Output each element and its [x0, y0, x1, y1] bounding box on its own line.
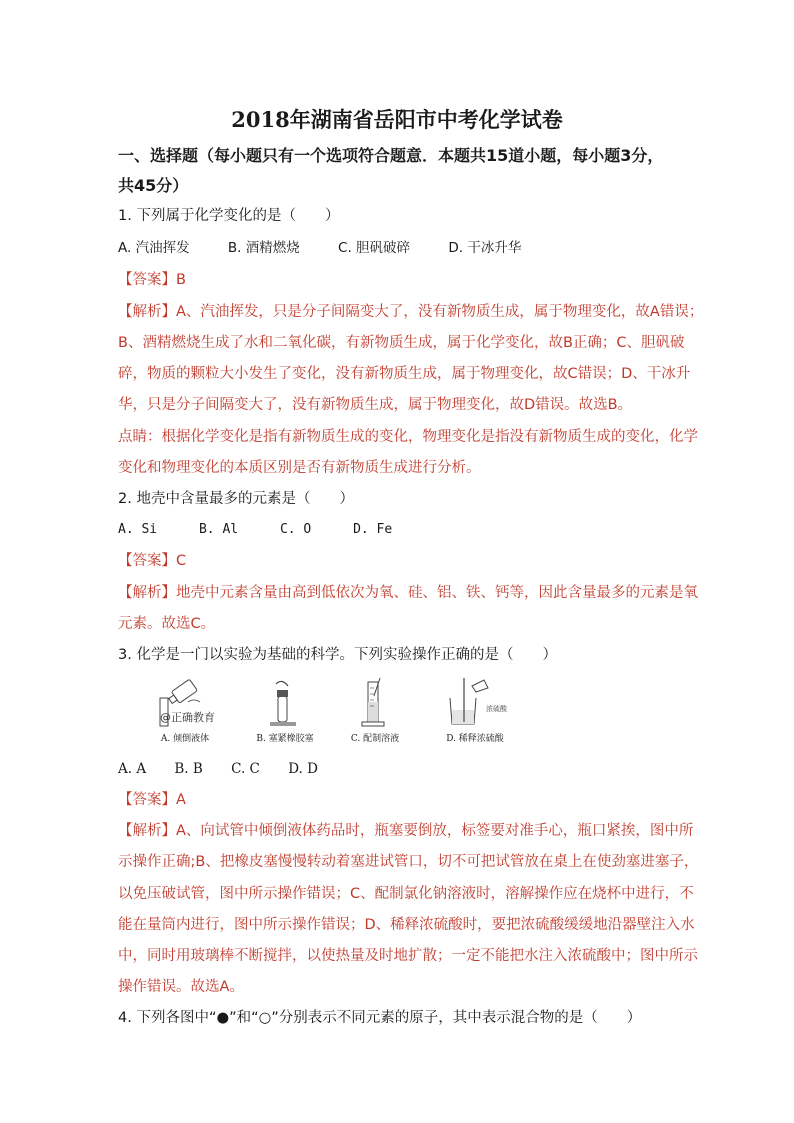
- question-3-answer: [118, 790, 186, 810]
- answer-value: B: [176, 272, 186, 288]
- section-heading: 一、选择题（每小题只有一个选项符合题意．本题共15道小题，每小题3分，: [118, 146, 664, 165]
- question-1-analysis-line: 【解析】A、汽油挥发，只是分子间隔变大了，没有新物质生成，属于物理变化，故A错误；: [118, 304, 704, 320]
- option-c: C. C: [231, 761, 260, 777]
- question-2-analysis-line: 元素。故选C。: [118, 616, 216, 632]
- option-a: A. 汽油挥发: [118, 240, 190, 256]
- option-d: D. 干冰升华: [448, 240, 522, 256]
- page-title: 2018年湖南省岳阳市中考化学试卷: [231, 107, 563, 132]
- option-b: B. Al: [198, 522, 239, 537]
- question-1-answer: [118, 270, 186, 290]
- answer-value: A: [176, 792, 186, 808]
- question-3-analysis-line: 操作错误。故选A。: [118, 979, 244, 995]
- test-tube-stopper-icon: [240, 676, 330, 730]
- question-3-analysis-line: 示操作正确;B、把橡皮塞慢慢转动着塞进试管口，切不可把试管放在桌上在使劲塞进塞子，: [118, 854, 699, 870]
- question-2-options: [118, 520, 426, 540]
- question-3-analysis-line: 能在量筒内进行，图中所示操作错误；D、稀释浓硫酸时，要把浓硫酸缓缓地沿器壁注入水: [118, 917, 695, 933]
- answer-value: C: [176, 553, 187, 569]
- figure-d-caption: D. 稀释浓硫酸: [446, 734, 504, 744]
- question-2-analysis-line: 【解析】地壳中元素含量由高到低依次为氧、硅、铝、铁、钙等，因此含量最多的元素是氧: [118, 585, 698, 601]
- figure-b-caption: B. 塞紧橡胶塞: [256, 734, 314, 744]
- option-a: A. Si: [118, 522, 158, 537]
- figure-b-stopper: [240, 676, 330, 744]
- question-4-stem: 4. 下列各图中“●”和“○”分别表示不同元素的原子，其中表示混合物的是（ ）: [118, 1010, 642, 1026]
- option-d: D. D: [288, 761, 318, 777]
- figure-d-dilution: [430, 676, 520, 744]
- answer-label: 【答案】: [118, 272, 176, 288]
- question-1-note-line: 变化和物理变化的本质区别是否有新物质生成进行分析。: [118, 460, 481, 476]
- question-2-stem: 2. 地壳中含量最多的元素是（ ）: [118, 491, 354, 507]
- figure-a-caption: A. 倾倒液体: [160, 734, 210, 744]
- question-1-stem: 1. 下列属于化学变化的是（ ）: [118, 208, 340, 224]
- question-3-analysis-line: 中，同时用玻璃棒不断搅拌，以使热量及时地扩散；一定不能把水注入浓硫酸中；图中所示: [118, 948, 698, 964]
- question-1-options: [118, 238, 555, 258]
- figure-c-caption: C. 配制溶液: [350, 734, 400, 744]
- question-3-analysis-line: 【解析】A、向试管中倾倒液体药品时，瓶塞要倒放，标签要对准手心，瓶口紧挨，图中所: [118, 823, 694, 839]
- option-d: D. Fe: [353, 522, 393, 537]
- figure-c-cylinder: [330, 676, 420, 744]
- question-1-analysis-line: 华，只是分子间隔变大了，没有新物质生成，属于物理变化，故D错误。故选B。: [118, 397, 633, 413]
- option-a: A. A: [118, 761, 147, 777]
- figure-d-label: 浓硫酸: [486, 705, 507, 713]
- question-3-analysis-line: 以免压破试管，图中所示操作错误；C、配制氯化钠溶液时，溶解操作应在烧杯中进行，不: [118, 886, 694, 902]
- graduated-cylinder-icon: [330, 676, 420, 730]
- question-1-analysis-line: B、酒精燃烧生成了水和二氧化碳，有新物质生成，属于化学变化，故B正确；C、胆矾破: [118, 335, 685, 351]
- question-1-analysis-line: 碎，物质的颗粒大小发生了变化，没有新物质生成，属于物理变化，故C错误；D、干冰升: [118, 366, 691, 382]
- option-c: C. O: [279, 522, 312, 537]
- option-b: B. 酒精燃烧: [227, 240, 300, 256]
- question-1-note-line: 点睛：根据化学变化是指有新物质生成的变化，物理变化是指没有新物质生成的变化，化学: [118, 429, 698, 445]
- option-c: C. 胆矾破碎: [338, 240, 411, 256]
- option-b: B. B: [174, 761, 203, 777]
- question-2-answer: [118, 551, 186, 571]
- beaker-dilution-icon: [430, 676, 520, 730]
- answer-label: 【答案】: [118, 553, 176, 569]
- question-3-stem: 3. 化学是一门以实验为基础的科学。下列实验操作正确的是（ ）: [118, 647, 557, 663]
- question-3-options: [118, 759, 352, 779]
- watermark: @正确教育: [160, 711, 215, 724]
- answer-label: 【答案】: [118, 792, 176, 808]
- section-heading-cont: 共45分）: [118, 176, 189, 195]
